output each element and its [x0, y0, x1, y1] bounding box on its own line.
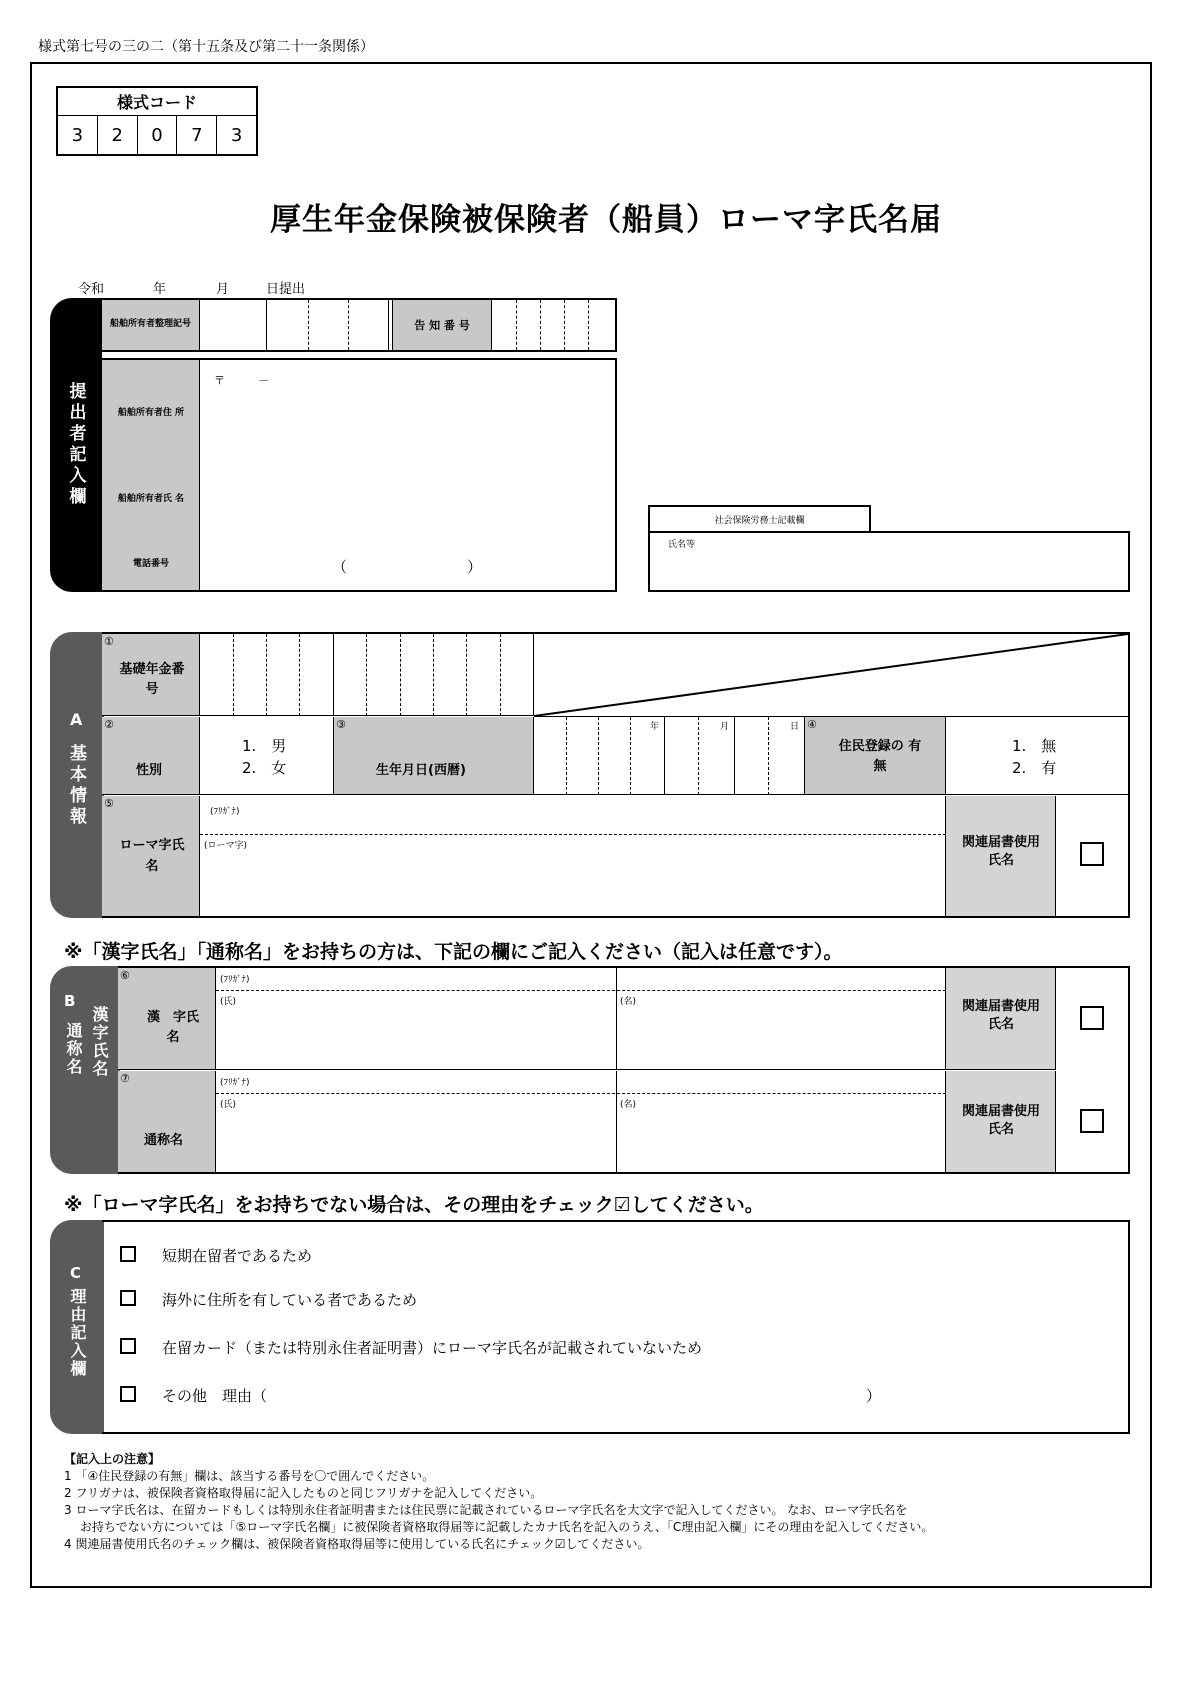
alias-name-label-cell	[118, 1071, 216, 1172]
kanji-related-label-cell	[946, 968, 1056, 1070]
kanji-furigana-hint: (ﾌﾘｶﾞﾅ)	[220, 975, 250, 985]
reason-other-close: ）	[866, 1387, 882, 1405]
roman-name-label: ローマ字氏 名	[119, 838, 198, 874]
form-header-note: 様式第七号の三の二（第十五条及び第二十一条関係）	[38, 39, 374, 55]
alias-name-label: 通称名	[144, 1133, 184, 1148]
sharoushi-tab	[648, 505, 871, 531]
section-b-side-text-2: 通称名	[64, 1022, 83, 1076]
reason-checkbox-other[interactable]	[120, 1386, 136, 1402]
form-code-digit: 7	[176, 116, 216, 154]
owner-address-label: 船舶所有者住 所	[117, 408, 185, 419]
sex-option-female: 2. 女	[242, 759, 287, 777]
resident-circle: ④	[807, 718, 817, 731]
owner-info-block	[102, 358, 617, 592]
section-c-side-label	[50, 1220, 104, 1434]
pension-number-circle: ①	[104, 635, 114, 648]
form-code-digit: 3	[71, 124, 84, 146]
owner-address-input[interactable]	[202, 390, 612, 470]
notice-number-input[interactable]	[492, 300, 613, 350]
dob-input[interactable]	[534, 717, 804, 795]
roman-related-label-cell	[946, 796, 1056, 916]
pension-number-label: 基礎年金番 号	[119, 662, 198, 697]
alias-furigana-hint: (ﾌﾘｶﾞﾅ)	[220, 1078, 250, 1088]
sharoushi-box[interactable]	[648, 531, 1130, 592]
roman-name-label-cell	[102, 796, 200, 916]
roman-related-checkbox[interactable]	[1080, 842, 1104, 866]
reason-label-short-stay: 短期在留者であるため	[162, 1247, 313, 1265]
note-item: 4 関連届書使用氏名のチェック欄は、被保険者資格取得届等に使用している氏名にチェック☑してください。	[64, 1537, 650, 1551]
note-item: 2 フリガナは、被保険者資格取得届に記入したものと同じフリガナを記入してください。	[64, 1486, 543, 1500]
resident-option-yes: 2. 有	[1012, 759, 1057, 777]
reason-checkbox-short-stay[interactable]	[120, 1246, 136, 1262]
resident-options[interactable]	[946, 717, 1128, 795]
note-item: 1 「④住民登録の有無」欄は、該当する番号を〇で囲んでください。	[64, 1469, 435, 1483]
owner-name-label: 船舶所有者氏 名	[117, 494, 185, 505]
roman-name-input[interactable]	[200, 796, 946, 916]
kanji-given-hint: (名)	[620, 997, 637, 1007]
date-year: 年	[153, 282, 167, 297]
dob-label-cell	[334, 717, 534, 795]
form-code-digit: 2	[97, 116, 137, 154]
kanji-name-input[interactable]	[216, 968, 946, 1070]
sex-option-male: 1. 男	[242, 737, 287, 755]
dob-month-label: 月	[720, 722, 730, 732]
roman-name-circle: ⑤	[104, 797, 114, 810]
sharoushi-label: 社会保険労務士記載欄	[714, 515, 805, 526]
resident-option-none: 1. 無	[1012, 737, 1057, 755]
phone-label: 電話番号	[132, 558, 169, 569]
reason-label-other: その他 理由（	[162, 1387, 268, 1405]
pension-number-input[interactable]	[200, 634, 534, 716]
dob-label: 生年月日(西暦)	[376, 763, 466, 778]
kanji-name-label-cell	[118, 968, 216, 1070]
section-b-side-text-1: 漢字氏名	[90, 1006, 109, 1078]
diagonal-strike	[534, 634, 1128, 716]
roman-related-label: 関連届書使用氏名	[961, 835, 1040, 869]
date-day-submitted: 日提出	[266, 282, 306, 297]
kanji-name-label: 漢 字氏 名	[146, 1010, 213, 1045]
romaji-hint: (ローマ字)	[204, 841, 248, 851]
section-a-side-text: 基本情報	[66, 744, 86, 828]
section-c-letter: C	[70, 1264, 82, 1282]
sharoushi-name-label: 氏名等	[668, 540, 696, 550]
reason-label-overseas: 海外に住所を有している者であるため	[162, 1291, 418, 1309]
alias-related-label-cell	[946, 1071, 1056, 1172]
reason-checkbox-overseas[interactable]	[120, 1290, 136, 1306]
sex-label-cell	[102, 717, 200, 795]
notice-number-label: 告 知 番 号	[392, 300, 492, 350]
postal-code-mark: 〒 －	[214, 374, 269, 387]
owner-info-label-col	[102, 360, 200, 590]
section-b-side-label	[50, 966, 120, 1174]
page-title: 厚生年金保険被保険者（船員）ローマ字氏名届	[270, 202, 942, 238]
section-a-letter: A	[70, 710, 83, 729]
reason-other-input[interactable]	[280, 1382, 860, 1408]
resident-label-cell	[804, 717, 946, 795]
owner-ref-label: 船舶所有者整理記号	[102, 300, 200, 350]
date-month: 月	[216, 282, 230, 297]
owner-ref-row	[102, 298, 617, 352]
sex-circle: ②	[104, 718, 114, 731]
notice-c: ※「ローマ字氏名」をお持ちでない場合は、その理由をチェック☑してください。	[64, 1194, 764, 1216]
reason-checkbox-no-romaji[interactable]	[120, 1338, 136, 1354]
section-c-side-text: 理由記入欄	[68, 1288, 87, 1378]
alias-related-checkbox[interactable]	[1080, 1109, 1104, 1133]
dob-circle: ③	[336, 718, 346, 731]
kanji-related-label: 関連届書使用氏名	[961, 999, 1040, 1033]
submitter-side-text: 提出者記入欄	[65, 382, 86, 508]
pension-number-label-cell	[102, 634, 200, 716]
alias-given-hint: (名)	[620, 1100, 637, 1110]
form-code-label: 様式コード	[58, 88, 256, 116]
form-code-digit: 3	[216, 116, 256, 154]
phone-parens[interactable]: （ ）	[332, 558, 483, 576]
form-code-box	[56, 86, 258, 156]
owner-name-input[interactable]	[202, 475, 612, 535]
alias-name-input[interactable]	[216, 1071, 946, 1172]
sex-options[interactable]	[200, 717, 334, 795]
alias-surname-hint: (氏)	[220, 1100, 237, 1110]
reason-label-no-romaji: 在留カード（または特別永住者証明書）にローマ字氏名が記載されていないため	[162, 1339, 703, 1357]
alias-name-circle: ⑦	[120, 1072, 130, 1085]
note-item: お持ちでない方については「⑤ローマ字氏名欄」に被保険者資格取得届等に記載したカナ氏名を記入のうえ、「C理由記入欄」にその理由を記入してください。	[64, 1520, 934, 1534]
roman-furigana-hint: (ﾌﾘｶﾞﾅ)	[210, 807, 240, 817]
submitter-side-label	[50, 298, 102, 592]
dob-year-label: 年	[650, 722, 660, 732]
notice-b: ※「漢字氏名」「通称名」をお持ちの方は、下記の欄にご記入ください（記入は任意です）。	[64, 941, 843, 963]
resident-label: 住民登録の 有 無	[838, 739, 922, 774]
note-item: 3 ローマ字氏名は、在留カードもしくは特別永住者証明書または住民票に記載されているローマ字氏名を大文字で記入してください。 なお、ローマ字氏名を	[64, 1503, 908, 1517]
kanji-related-checkbox[interactable]	[1080, 1006, 1104, 1030]
alias-related-label: 関連届書使用氏名	[961, 1104, 1040, 1138]
form-code-digit: 0	[137, 116, 177, 154]
kanji-surname-hint: (氏)	[220, 997, 237, 1007]
section-b-letter: B	[64, 992, 76, 1010]
section-a-side-label	[50, 632, 104, 918]
notes-list	[64, 1468, 1134, 1553]
date-era: 令和	[78, 282, 105, 297]
dob-day-label: 日	[790, 722, 800, 732]
sex-label: 性別	[136, 763, 163, 778]
kanji-name-circle: ⑥	[120, 969, 130, 982]
notes-heading: 【記入上の注意】	[64, 1452, 161, 1466]
